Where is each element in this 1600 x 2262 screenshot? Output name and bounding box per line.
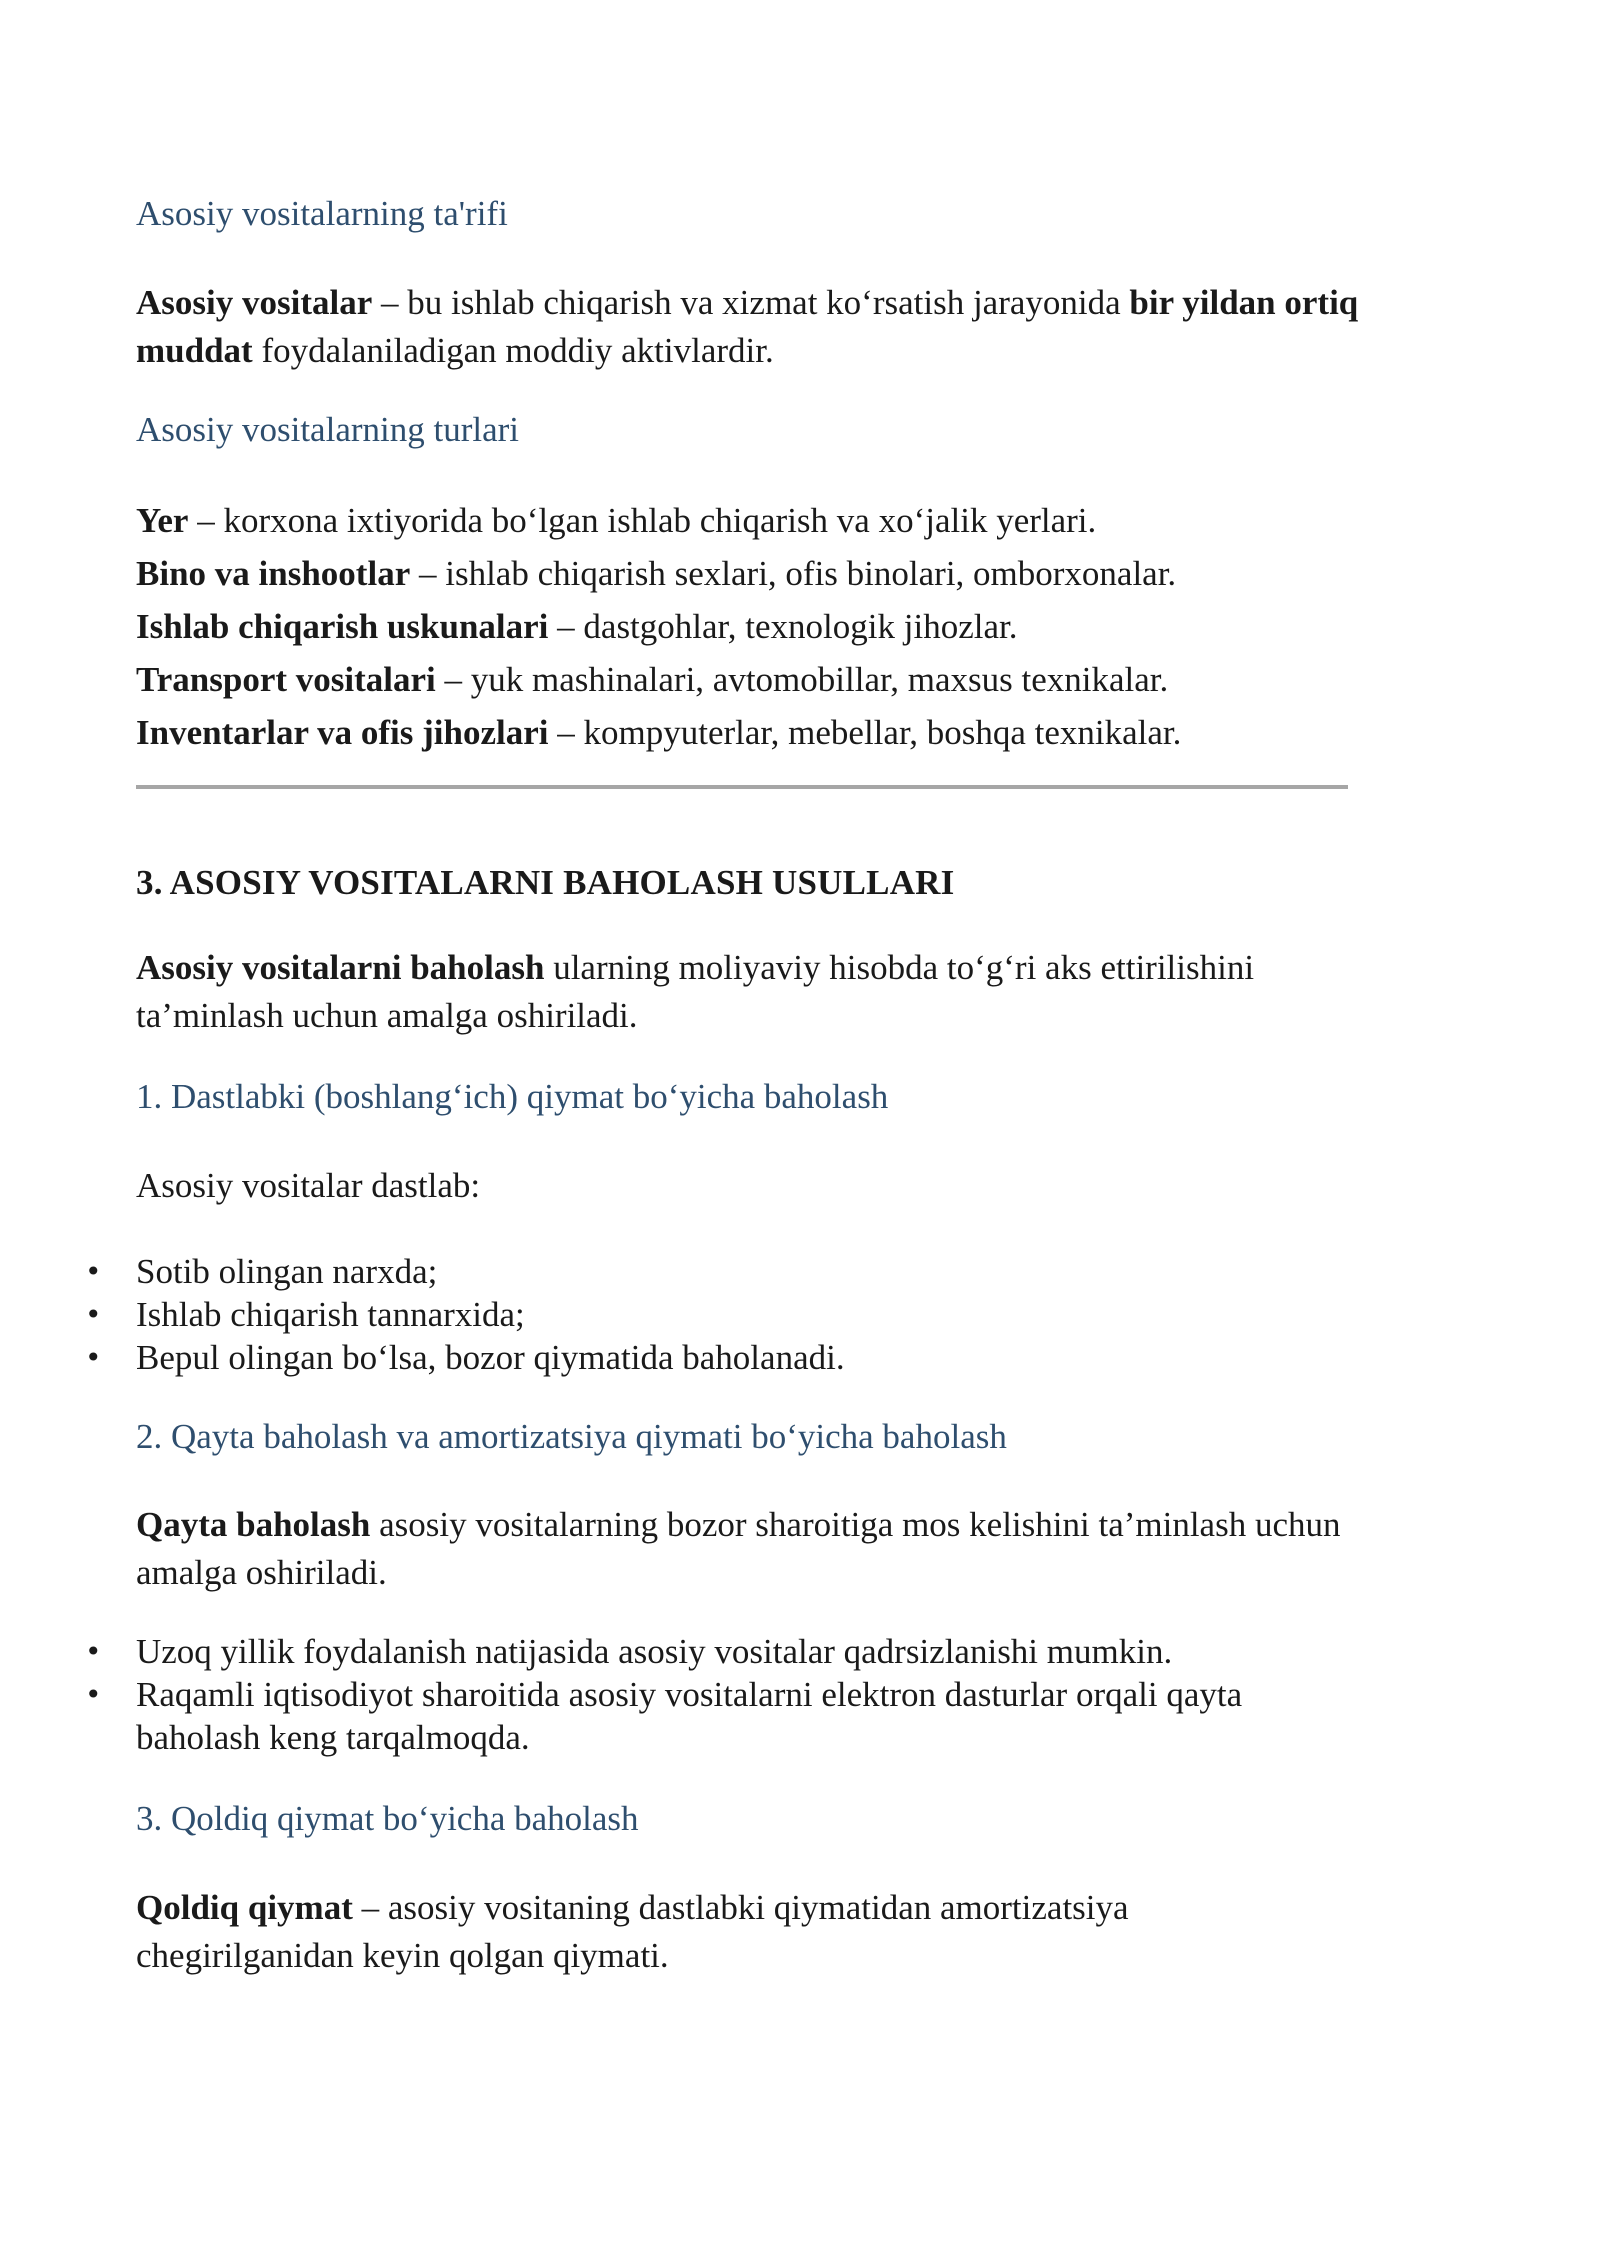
list-item-text: Raqamli iqtisodiyot sharoitida asosiy vositalarni elektron dasturlar orqali qayta baholash keng tarqalmoqda.: [136, 1675, 1243, 1757]
bullet-icon: •: [85, 1678, 102, 1711]
list-item: [85, 1250, 845, 1293]
list-item-text: Ishlab chiqarish tannarxida;: [136, 1295, 525, 1334]
section-title-types: Asosiy vositalarning turlari: [136, 410, 520, 449]
type-item: [136, 548, 1406, 601]
revaluation-text: asosiy vositalarning bozor sharoitiga mos kelishini ta’minlash uchun amalga oshiriladi.: [136, 1505, 1341, 1592]
definition-term: Asosiy vositalar: [136, 283, 373, 322]
residual-value-text: – asosiy vositaning dastlabki qiymatidan amortizatsiya chegirilganidan keyin qolgan qiymati.: [136, 1888, 1129, 1975]
type-text: – dastgohlar, texnologik jihozlar.: [548, 607, 1018, 646]
valuation-intro-term: Asosiy vositalarni baholash: [136, 948, 545, 987]
list-item-text: Uzoq yillik foydalanish natijasida asosiy vositalar qadrsizlanishi mumkin.: [136, 1632, 1173, 1671]
type-term: Inventarlar va ofis jihozlari: [136, 713, 549, 752]
type-item: [136, 495, 1406, 548]
type-text: – ishlab chiqarish sexlari, ofis binolari, omborxonalar.: [410, 554, 1177, 593]
types-list: [136, 495, 1406, 760]
section-title-definition: Asosiy vositalarning ta'rifi: [136, 194, 508, 233]
definition-text-2: foydalaniladigan moddiy aktivlardir.: [252, 331, 774, 370]
definition-paragraph: [136, 280, 1406, 374]
revaluation-term: Qayta baholash: [136, 1505, 371, 1544]
type-text: – yuk mashinalari, avtomobillar, maxsus texnikalar.: [435, 660, 1169, 699]
initial-value-lead-text: Asosiy vositalar dastlab:: [136, 1166, 481, 1205]
residual-value-term: Qoldiq qiymat: [136, 1888, 353, 1927]
type-term: Yer: [136, 501, 189, 540]
subsection-title-revaluation: 2. Qayta baholash va amortizatsiya qiymati bo‘yicha baholash: [136, 1417, 1007, 1456]
type-term: Ishlab chiqarish uskunalari: [136, 607, 549, 646]
definition-bold-duration: bir yildan ortiq muddat: [136, 283, 1359, 370]
initial-value-lead: [136, 1163, 1406, 1211]
list-item: [85, 1336, 845, 1379]
residual-value-paragraph: [136, 1885, 1286, 1979]
type-text: – kompyuterlar, mebellar, boshqa texnikalar.: [548, 713, 1182, 752]
horizontal-divider: [136, 785, 1348, 789]
list-item: [85, 1293, 845, 1336]
type-term: Transport vositalari: [136, 660, 436, 699]
bullet-icon: •: [85, 1341, 102, 1374]
bullet-icon: •: [85, 1635, 102, 1668]
initial-value-bullet-list: [85, 1250, 845, 1379]
list-item: [85, 1673, 1366, 1759]
type-item: [136, 654, 1406, 707]
type-text: – korxona ixtiyorida bo‘lgan ishlab chiqarish va xo‘jalik yerlari.: [188, 501, 1097, 540]
subsection-title-residual-value: 3. Qoldiq qiymat bo‘yicha baholash: [136, 1799, 639, 1838]
definition-text-1: – bu ishlab chiqarish va xizmat ko‘rsatish jarayonida: [372, 283, 1130, 322]
subsection-title-initial-value: 1. Dastlabki (boshlang‘ich) qiymat bo‘yicha baholash: [136, 1077, 889, 1116]
valuation-intro-paragraph: [136, 945, 1396, 1039]
type-item: [136, 601, 1406, 654]
type-term: Bino va inshootlar: [136, 554, 411, 593]
bullet-icon: •: [85, 1255, 102, 1288]
section-heading-valuation: 3. ASOSIY VOSITALARNI BAHOLASH USULLARI: [136, 863, 955, 902]
list-item-text: Sotib olingan narxda;: [136, 1252, 438, 1291]
revaluation-bullet-list: [85, 1630, 1366, 1759]
revaluation-paragraph: [136, 1502, 1396, 1596]
valuation-intro-text: ularning moliyaviy hisobda to‘g‘ri aks ettirilishini ta’minlash uchun amalga oshiriladi.: [136, 948, 1255, 1035]
list-item-text: Bepul olingan bo‘lsa, bozor qiymatida baholanadi.: [136, 1338, 845, 1377]
bullet-icon: •: [85, 1298, 102, 1331]
list-item: [85, 1630, 1366, 1673]
type-item: [136, 707, 1406, 760]
